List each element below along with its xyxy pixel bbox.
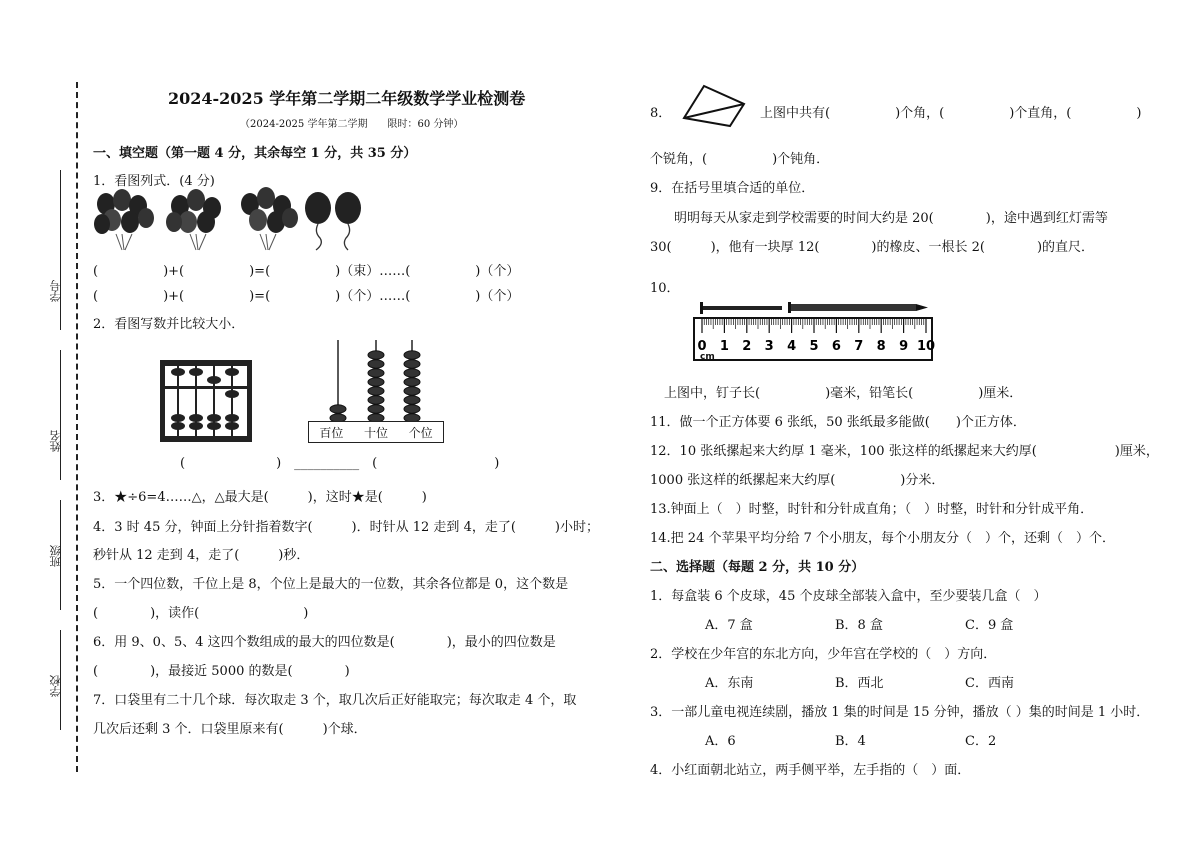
place-value-abacus-picture <box>308 336 444 422</box>
q12-line-1[interactable]: 12．10 张纸摞起来大约厚 1 毫米，100 张这样的纸摞起来大约厚( )厘米， <box>650 444 1159 459</box>
framed-abacus-picture <box>158 358 254 444</box>
quadrilateral-figure <box>682 84 748 130</box>
ruler-number: 10 <box>916 339 936 354</box>
balloon-bunch-icon <box>241 187 298 250</box>
mc3-question: 3．一部儿童电视连续剧，播放 1 集的时间是 15 分钟，播放（ ）集的时间是 1 小时． <box>650 705 1150 720</box>
section-2-heading: 二、选择题（每题 2 分，共 10 分） <box>650 560 865 575</box>
q14[interactable]: 14.把 24 个苹果平均分给 7 个小朋友，每个小朋友分（ ）个，还剩（ ）个． <box>650 531 1116 546</box>
abacus-label-box <box>308 421 444 443</box>
abacus-bead <box>368 369 384 377</box>
balloon-bunch-icon <box>94 189 154 250</box>
single-balloon-icon <box>335 192 361 250</box>
pencil-icon <box>788 302 928 313</box>
name-label: 姓名 <box>49 430 62 452</box>
q8-line-2[interactable]: 个锐角，( )个钝角． <box>650 152 830 167</box>
binding-underline <box>60 350 61 480</box>
q4-line-1[interactable]: 4．3 时 45 分，钟面上分针指着数字( )．时针从 12 走到 4，走了( )小时； <box>93 520 599 535</box>
q6-line-2[interactable]: ( )，最接近 5000 的数是( ) <box>93 664 350 679</box>
mc1-option-c[interactable]: C．9 盒 <box>965 618 1014 633</box>
q3[interactable]: 3．★÷6=4……△，△最大是( )，这时★是( ) <box>93 490 427 505</box>
q6-line-1[interactable]: 6．用 9、0、5、4 这四个数组成的最大的四位数是( )，最小的四位数是 <box>93 635 556 650</box>
student-id-label: 学号 <box>49 280 62 302</box>
ruler-number: 3 <box>764 339 774 354</box>
q7-line-1: 7．口袋里有二十几个球．每次取走 3 个，取几次后正好能取完；每次取走 4 个，取 <box>93 693 577 708</box>
q11[interactable]: 11．做一个正方体要 6 张纸，50 张纸最多能做( )个正方体． <box>650 415 1026 430</box>
balloons-picture <box>92 186 382 254</box>
mc2-option-c[interactable]: C．西南 <box>965 676 1014 691</box>
mc1-option-a[interactable]: A．7 盒 <box>705 618 753 633</box>
q5-line-1: 5．一个四位数，千位上是 8，个位上是最大的一位数，其余各位都是 0，这个数是 <box>93 577 569 592</box>
q13[interactable]: 13.钟面上（ ）时整，时针和分针成直角；（ ）时整，时针和分针成平角． <box>650 502 1094 517</box>
abacus-bead <box>404 396 420 404</box>
abacus-bead <box>330 405 346 413</box>
ruler-unit-label: cm <box>700 352 715 362</box>
mc1-question: 1．每盒装 6 个皮球，45 个皮球全部装入盒中，至少要装几盒（ ） <box>650 589 1047 604</box>
ruler-number: 2 <box>742 339 752 354</box>
q12-line-2[interactable]: 1000 张这样的纸摞起来大约厚( )分米． <box>650 473 945 488</box>
single-balloon-icon <box>305 192 331 250</box>
binding-dashed-line <box>76 82 78 772</box>
ruler-number: 4 <box>787 339 797 354</box>
hundreds-label: 百位 <box>319 425 344 440</box>
abacus-bead <box>368 396 384 404</box>
abacus-bead <box>404 369 420 377</box>
abacus-bead <box>404 378 420 386</box>
page-title: 2024-2025 学年第二学期二年级数学学业检测卷 <box>168 89 526 108</box>
q2-title: 2．看图写数并比较大小． <box>93 317 245 332</box>
ruler-number: 5 <box>809 339 819 354</box>
q5-line-2[interactable]: ( )，读作( ) <box>93 606 309 621</box>
q10-number: 10． <box>650 281 680 296</box>
tens-label: 十位 <box>363 425 388 440</box>
mc2-question: 2．学校在少年宫的东北方向，少年宫在学校的（ ）方向． <box>650 647 997 662</box>
nail-icon <box>700 302 782 314</box>
balloon-bunch-icon <box>166 189 221 250</box>
q9-line-2[interactable]: 30( )，他有一块厚 12( )的橡皮、一根长 2( )的直尺． <box>650 240 1095 255</box>
abacus-bead <box>368 405 384 413</box>
ruler-figure <box>692 298 936 362</box>
ruler-number: 6 <box>831 339 841 354</box>
mc3-option-a[interactable]: A．6 <box>705 734 736 749</box>
ruler-number: 8 <box>876 339 886 354</box>
q9-line-1[interactable]: 明明每天从家走到学校需要的时间大约是 20( )，途中遇到红灯需等 <box>674 211 1108 226</box>
school-label: 学校 <box>49 675 62 697</box>
q7-line-2[interactable]: 几次后还剩 3 个．口袋里原来有( )个球． <box>93 722 367 737</box>
mc2-option-b[interactable]: B．西北 <box>835 676 884 691</box>
mc3-option-c[interactable]: C．2 <box>965 734 997 749</box>
ones-label: 个位 <box>408 425 433 440</box>
page-subtitle: （2024-2025 学年第二学期 限时：60 分钟） <box>240 119 464 130</box>
q1-title: 1．看图列式．(4 分) <box>93 174 215 189</box>
mc1-option-b[interactable]: B．8 盒 <box>835 618 883 633</box>
q4-line-2[interactable]: 秒针从 12 走到 4，走了( )秒． <box>93 548 310 563</box>
mc2-option-a[interactable]: A．东南 <box>705 676 754 691</box>
q1-answer-line-2[interactable]: ( )+( )=( )（个）……( )（个） <box>93 289 520 304</box>
abacus-bead <box>404 360 420 368</box>
ruler-number: 0 <box>697 339 707 354</box>
mc3-option-b[interactable]: B．4 <box>835 734 866 749</box>
q1-answer-line-1[interactable]: ( )+( )=( )（束）……( )（个） <box>93 264 520 279</box>
abacus-bead <box>404 405 420 413</box>
binding-underline <box>60 170 61 330</box>
q9-title: 9．在括号里填合适的单位． <box>650 181 815 196</box>
q10-answer[interactable]: 上图中，钉子长( )毫米，铅笔长( )厘米． <box>664 386 1023 401</box>
abacus-bead <box>368 360 384 368</box>
q8-line-1[interactable]: 上图中共有( )个角，( )个直角，( ) <box>760 106 1142 121</box>
abacus-bead <box>368 351 384 359</box>
abacus-bead <box>404 351 420 359</box>
class-label: 班级 <box>49 545 62 567</box>
ruler-number: 9 <box>899 339 909 354</box>
mc4-question: 4．小红面朝北站立，两手侧平举，左手指的（ ）面． <box>650 763 971 778</box>
ruler-number: 7 <box>854 339 864 354</box>
ruler-number: 1 <box>719 339 729 354</box>
q8-number: 8． <box>650 106 672 121</box>
abacus-bead <box>368 387 384 395</box>
abacus-bead <box>404 387 420 395</box>
abacus-bead <box>368 378 384 386</box>
section-1-heading: 一、填空题（第一题 4 分，其余每空 1 分，共 35 分） <box>93 146 417 161</box>
q2-answer-line[interactable]: ( ) __________ ( ) <box>180 456 500 471</box>
